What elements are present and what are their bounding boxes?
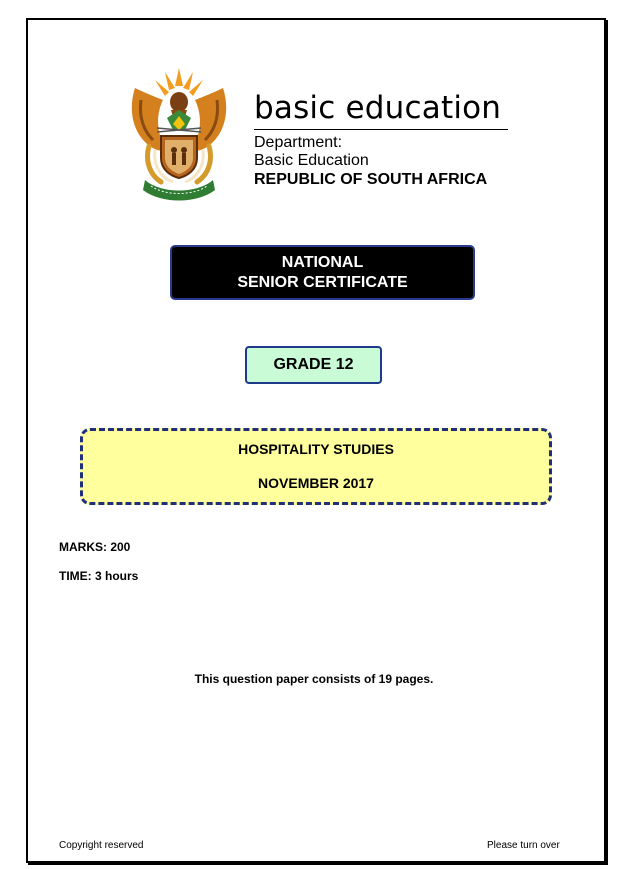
grade-label: GRADE 12 bbox=[273, 356, 354, 373]
coat-of-arms-icon bbox=[127, 66, 231, 202]
certificate-line-1: NATIONAL bbox=[281, 253, 364, 271]
certificate-banner bbox=[170, 245, 475, 300]
grade-badge bbox=[245, 346, 382, 384]
exam-session: NOVEMBER 2017 bbox=[258, 475, 374, 491]
department-name: Basic Education bbox=[254, 152, 369, 169]
certificate-line-2: SENIOR CERTIFICATE bbox=[237, 273, 408, 291]
marks-info: MARKS: 200 bbox=[59, 540, 131, 554]
page-count-note: This question paper consists of 19 pages. bbox=[194, 672, 434, 686]
subject-panel bbox=[80, 428, 552, 505]
country-name: REPUBLIC OF SOUTH AFRICA bbox=[254, 171, 488, 188]
footer-turn-over: Please turn over bbox=[487, 840, 560, 851]
department-label: Department: bbox=[254, 134, 343, 151]
time-info: TIME: 3 hours bbox=[59, 569, 139, 583]
footer-copyright: Copyright reserved bbox=[59, 840, 144, 851]
subject-name: HOSPITALITY STUDIES bbox=[238, 441, 394, 457]
brand-divider bbox=[254, 129, 508, 130]
brand-title: basic education bbox=[254, 90, 502, 126]
